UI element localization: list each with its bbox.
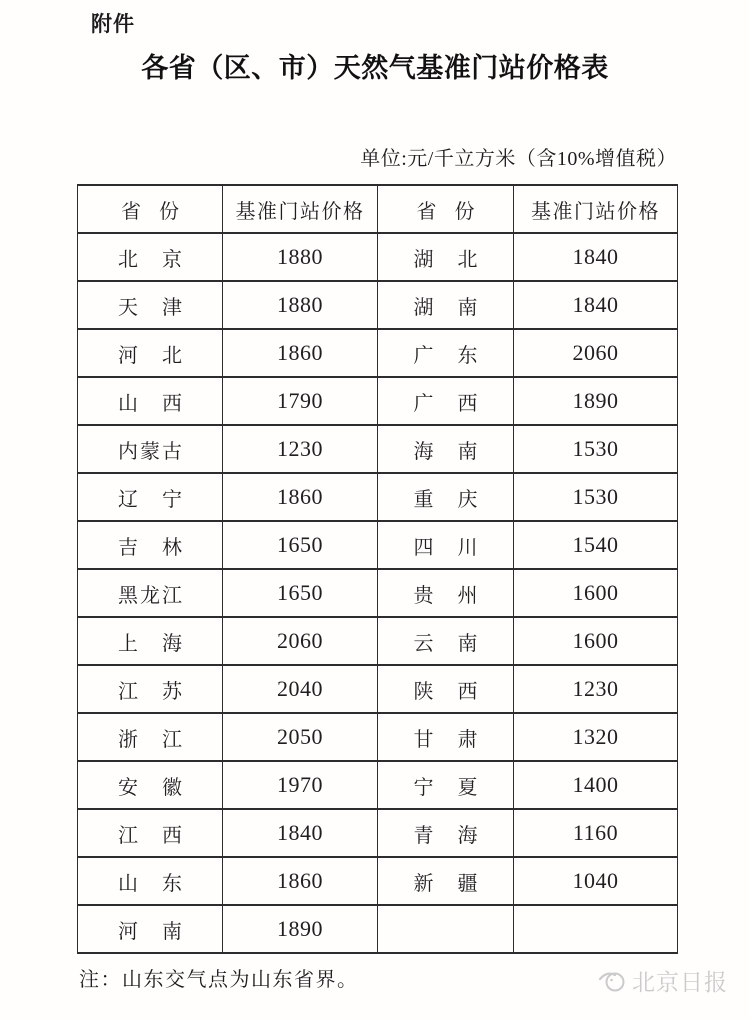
table-row	[78, 665, 678, 713]
price-cell: 2060	[514, 329, 678, 377]
price-cell: 1860	[223, 857, 378, 905]
table-row	[78, 377, 678, 425]
province-cell	[378, 905, 514, 953]
price-cell: 1160	[514, 809, 678, 857]
province-cell: 北京	[78, 233, 223, 281]
table-row	[78, 233, 678, 281]
price-cell: 1970	[223, 761, 378, 809]
price-cell: 1320	[514, 713, 678, 761]
price-cell: 1840	[514, 233, 678, 281]
beijing-daily-logo-icon	[598, 968, 628, 994]
page-title: 各省（区、市）天然气基准门站价格表	[141, 53, 609, 83]
province-cell: 黑龙江	[78, 569, 223, 617]
province-cell: 湖南	[378, 281, 514, 329]
price-cell: 2050	[223, 713, 378, 761]
province-cell: 安徽	[78, 761, 223, 809]
unit-note: 单位:元/千立方米（含10%增值税）	[360, 148, 677, 170]
table-row	[78, 569, 678, 617]
table-row	[78, 329, 678, 377]
price-cell: 1860	[223, 473, 378, 521]
price-cell: 1540	[514, 521, 678, 569]
province-cell: 广东	[378, 329, 514, 377]
price-cell: 1230	[223, 425, 378, 473]
table-header-row	[78, 185, 678, 233]
price-cell: 1600	[514, 617, 678, 665]
province-cell: 辽宁	[78, 473, 223, 521]
column-header-province-left	[78, 185, 223, 233]
table-row	[78, 617, 678, 665]
province-cell: 重庆	[378, 473, 514, 521]
price-cell: 1230	[514, 665, 678, 713]
price-cell: 1880	[223, 281, 378, 329]
price-cell: 1400	[514, 761, 678, 809]
price-cell: 1040	[514, 857, 678, 905]
price-cell: 1860	[223, 329, 378, 377]
price-cell: 1530	[514, 473, 678, 521]
province-cell: 云南	[378, 617, 514, 665]
price-table	[77, 184, 678, 954]
column-header-price-left: 基准门站价格	[223, 185, 378, 233]
price-cell: 1840	[223, 809, 378, 857]
province-cell: 河南	[78, 905, 223, 953]
province-cell: 青海	[378, 809, 514, 857]
watermark-text: 北京日报	[632, 969, 728, 995]
price-cell: 1890	[223, 905, 378, 953]
province-cell: 宁夏	[378, 761, 514, 809]
price-cell: 1840	[514, 281, 678, 329]
province-cell: 新疆	[378, 857, 514, 905]
province-cell: 陕西	[378, 665, 514, 713]
table-row	[78, 281, 678, 329]
table-row	[78, 713, 678, 761]
province-cell: 山东	[78, 857, 223, 905]
province-cell: 河北	[78, 329, 223, 377]
watermark	[598, 964, 728, 997]
table-row	[78, 905, 678, 953]
price-cell: 1890	[514, 377, 678, 425]
province-cell: 江苏	[78, 665, 223, 713]
province-cell: 吉林	[78, 521, 223, 569]
table-row	[78, 473, 678, 521]
column-header-price-right: 基准门站价格	[514, 185, 678, 233]
attachment-label: 附件	[91, 13, 135, 36]
province-cell: 山西	[78, 377, 223, 425]
province-cell: 内蒙古	[78, 425, 223, 473]
price-cell	[514, 905, 678, 953]
table-row	[78, 761, 678, 809]
province-cell: 甘肃	[378, 713, 514, 761]
table-row	[78, 521, 678, 569]
table-row	[78, 425, 678, 473]
column-header-label: 省份	[121, 200, 179, 223]
price-cell: 1650	[223, 569, 378, 617]
province-cell: 贵州	[378, 569, 514, 617]
table-row	[78, 857, 678, 905]
province-cell: 天津	[78, 281, 223, 329]
province-cell: 浙江	[78, 713, 223, 761]
price-cell: 2060	[223, 617, 378, 665]
province-cell: 湖北	[378, 233, 514, 281]
province-cell: 海南	[378, 425, 514, 473]
column-header-label: 省份	[416, 200, 475, 223]
price-cell: 1600	[514, 569, 678, 617]
price-cell: 2040	[223, 665, 378, 713]
price-cell: 1880	[223, 233, 378, 281]
table-row	[78, 809, 678, 857]
price-cell: 1530	[514, 425, 678, 473]
province-cell: 四川	[378, 521, 514, 569]
price-cell: 1790	[223, 377, 378, 425]
price-cell: 1650	[223, 521, 378, 569]
province-cell: 江西	[78, 809, 223, 857]
province-cell: 上海	[78, 617, 223, 665]
footnote: 注：山东交气点为山东省界。	[79, 969, 359, 991]
column-header-province-right	[378, 185, 514, 233]
province-cell: 广西	[378, 377, 514, 425]
